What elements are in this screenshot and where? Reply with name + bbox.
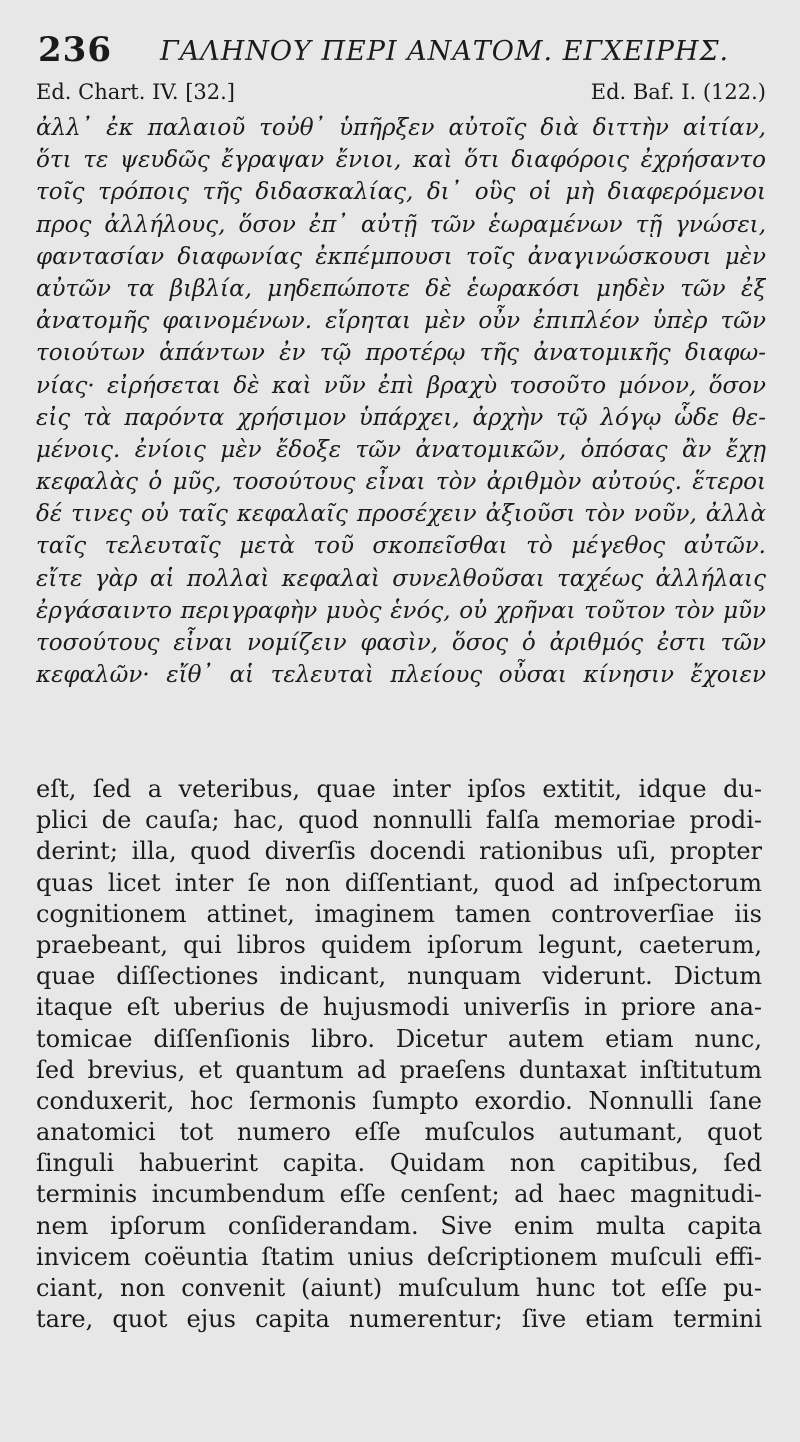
edition-reference-line <box>36 80 766 110</box>
greek-line: κεφαλὰς ὁ μῦς, τοσούτους εἶναι τὸν ἀριθμὸν αὐτούς. ἕτεροι <box>36 469 766 496</box>
greek-line: τοσούτους εἶναι νομίζειν φασὶν, ὅσος ὁ ἀριθμός ἐστι τῶν <box>36 630 766 656</box>
latin-line: anatomici tot numero eſſe muſculos autumant, quot <box>36 1118 762 1147</box>
greek-line: δέ τινες οὐ ταῖς κεφαλαῖς προσέχειν ἀξιοῦσι τὸν νοῦν, ἀλλὰ <box>36 501 766 528</box>
latin-line: conduxerit, hoc ſermonis ſumpto exordio. Nonnulli ſane <box>36 1086 762 1115</box>
latin-line: terminis incumbendum eſſe cenſent; ad haec magnitudi- <box>36 1180 762 1209</box>
greek-line: τοῖς τρόποις τῆς διδασκαλίας, δι᾽ οὓς οἱ μὴ διαφερόμενοι <box>36 179 766 206</box>
latin-line: ſed brevius, et quantum ad praeſens duntaxat inſtitutum <box>36 1055 762 1084</box>
latin-line: quae diſſectiones indicant, nunquam viderunt. Dictum <box>36 962 762 991</box>
latin-line: invicem coëuntia ſtatim unius deſcriptionem muſculi effi- <box>36 1242 762 1271</box>
page-number: 236 <box>38 30 112 70</box>
greek-line: ἀνατομῆς φαινομένων. εἴρηται μὲν οὖν ἐπιπλέον ὑπὲρ τῶν <box>36 308 766 335</box>
greek-line: φαντασίαν διαφωνίας ἐκπέμπουσι τοῖς ἀναγινώσκουσι μὲν <box>36 243 766 270</box>
greek-line: μένοις. ἐνίοις μὲν ἔδοξε τῶν ἀνατομικῶν, ὁπόσας ἂν ἔχῃ <box>36 436 766 463</box>
latin-line: derint; illa, quod diverſis docendi rationibus uſi, propter <box>36 837 762 866</box>
latin-line: cognitionem attinet, imaginem tamen controverſiae iis <box>36 899 762 928</box>
greek-line: ἀλλ᾽ ἐκ παλαιοῦ τοὐθ᾽ ὑπῆρξεν αὐτοῖς διὰ διττὴν αἰτίαν, <box>36 115 766 141</box>
page-title: ΓΑΛΗΝΟΥ ΠΕΡΙ ΑΝΑΤΟΜ. ΕΓΧΕΙΡΗΣ. <box>160 36 730 67</box>
latin-line: nem ipſorum conſiderandam. Sive enim multa capita <box>36 1211 762 1240</box>
latin-line: quas licet inter ſe non diſſentiant, quod ad inſpectorum <box>36 868 762 897</box>
greek-line: ταῖς τελευταῖς μετὰ τοῦ σκοπεῖσθαι τὸ μέγεθος αὐτῶν. <box>36 533 766 560</box>
greek-line: εἰς τὰ παρόντα χρήσιμον ὑπάρχει, ἀρχὴν τῷ λόγῳ ὧδε θε- <box>36 404 766 431</box>
latin-line: praebeant, qui libros quidem ipſorum legunt, caeterum, <box>36 930 762 959</box>
greek-line: τοιούτων ἁπάντων ἐν τῷ προτέρῳ τῆς ἀνατομικῆς διαφω- <box>36 340 766 367</box>
greek-text-block <box>36 112 766 691</box>
latin-line: ciant, non convenit (aiunt) muſculum hunc tot eſſe pu- <box>36 1274 762 1302</box>
greek-line: νίας· εἰρήσεται δὲ καὶ νῦν ἐπὶ βραχὺ τοσοῦτο μόνον, ὅσον <box>36 372 766 399</box>
latin-line: plici de cauſa; hac, quod nonnulli falſa memoriae prodi- <box>36 806 762 835</box>
edition-ref-chartier: Ed. Chart. IV. [32.] <box>36 80 235 104</box>
greek-line: εἴτε γὰρ αἱ πολλαὶ κεφαλαὶ συνελθοῦσαι ταχέως ἀλλήλαις <box>36 565 766 592</box>
greek-line: αὐτῶν τα βιβλία, μηδεπώποτε δὲ ἑωρακόσι μηδὲν τῶν ἐξ <box>36 275 766 302</box>
edition-ref-basel: Ed. Baf. I. (122.) <box>590 80 766 104</box>
latin-line: tare, quot ejus capita numerentur; ſive etiam termini <box>36 1305 762 1334</box>
latin-line: ſinguli habuerint capita. Quidam non capitibus, ſed <box>36 1149 762 1178</box>
latin-line: tomicae diſſenſionis libro. Dicetur autem etiam nunc, <box>36 1024 762 1053</box>
latin-line: itaque eſt uberius de hujusmodi univerſis in priore ana- <box>36 993 762 1022</box>
greek-line: κεφαλῶν· εἴθ᾽ αἱ τελευταὶ πλείους οὖσαι κίνησιν ἔχοιεν <box>36 662 766 689</box>
greek-line: προς ἀλλήλους, ὅσον ἐπ᾽ αὐτῇ τῶν ἑωραμένων τῇ γνώσει, <box>36 211 766 238</box>
running-head <box>38 30 778 70</box>
latin-text-block <box>36 774 762 1335</box>
latin-line: eſt, ſed a veteribus, quae inter ipſos extitit, idque du- <box>36 775 762 803</box>
greek-line: ἐργάσαιντο περιγραφὴν μυὸς ἑνός, οὐ χρῆναι τοῦτον τὸν μῦν <box>36 597 766 624</box>
greek-line: ὅτι τε ψευδῶς ἔγραψαν ἔνιοι, καὶ ὅτι διαφόροις ἐχρήσαντο <box>36 147 766 174</box>
